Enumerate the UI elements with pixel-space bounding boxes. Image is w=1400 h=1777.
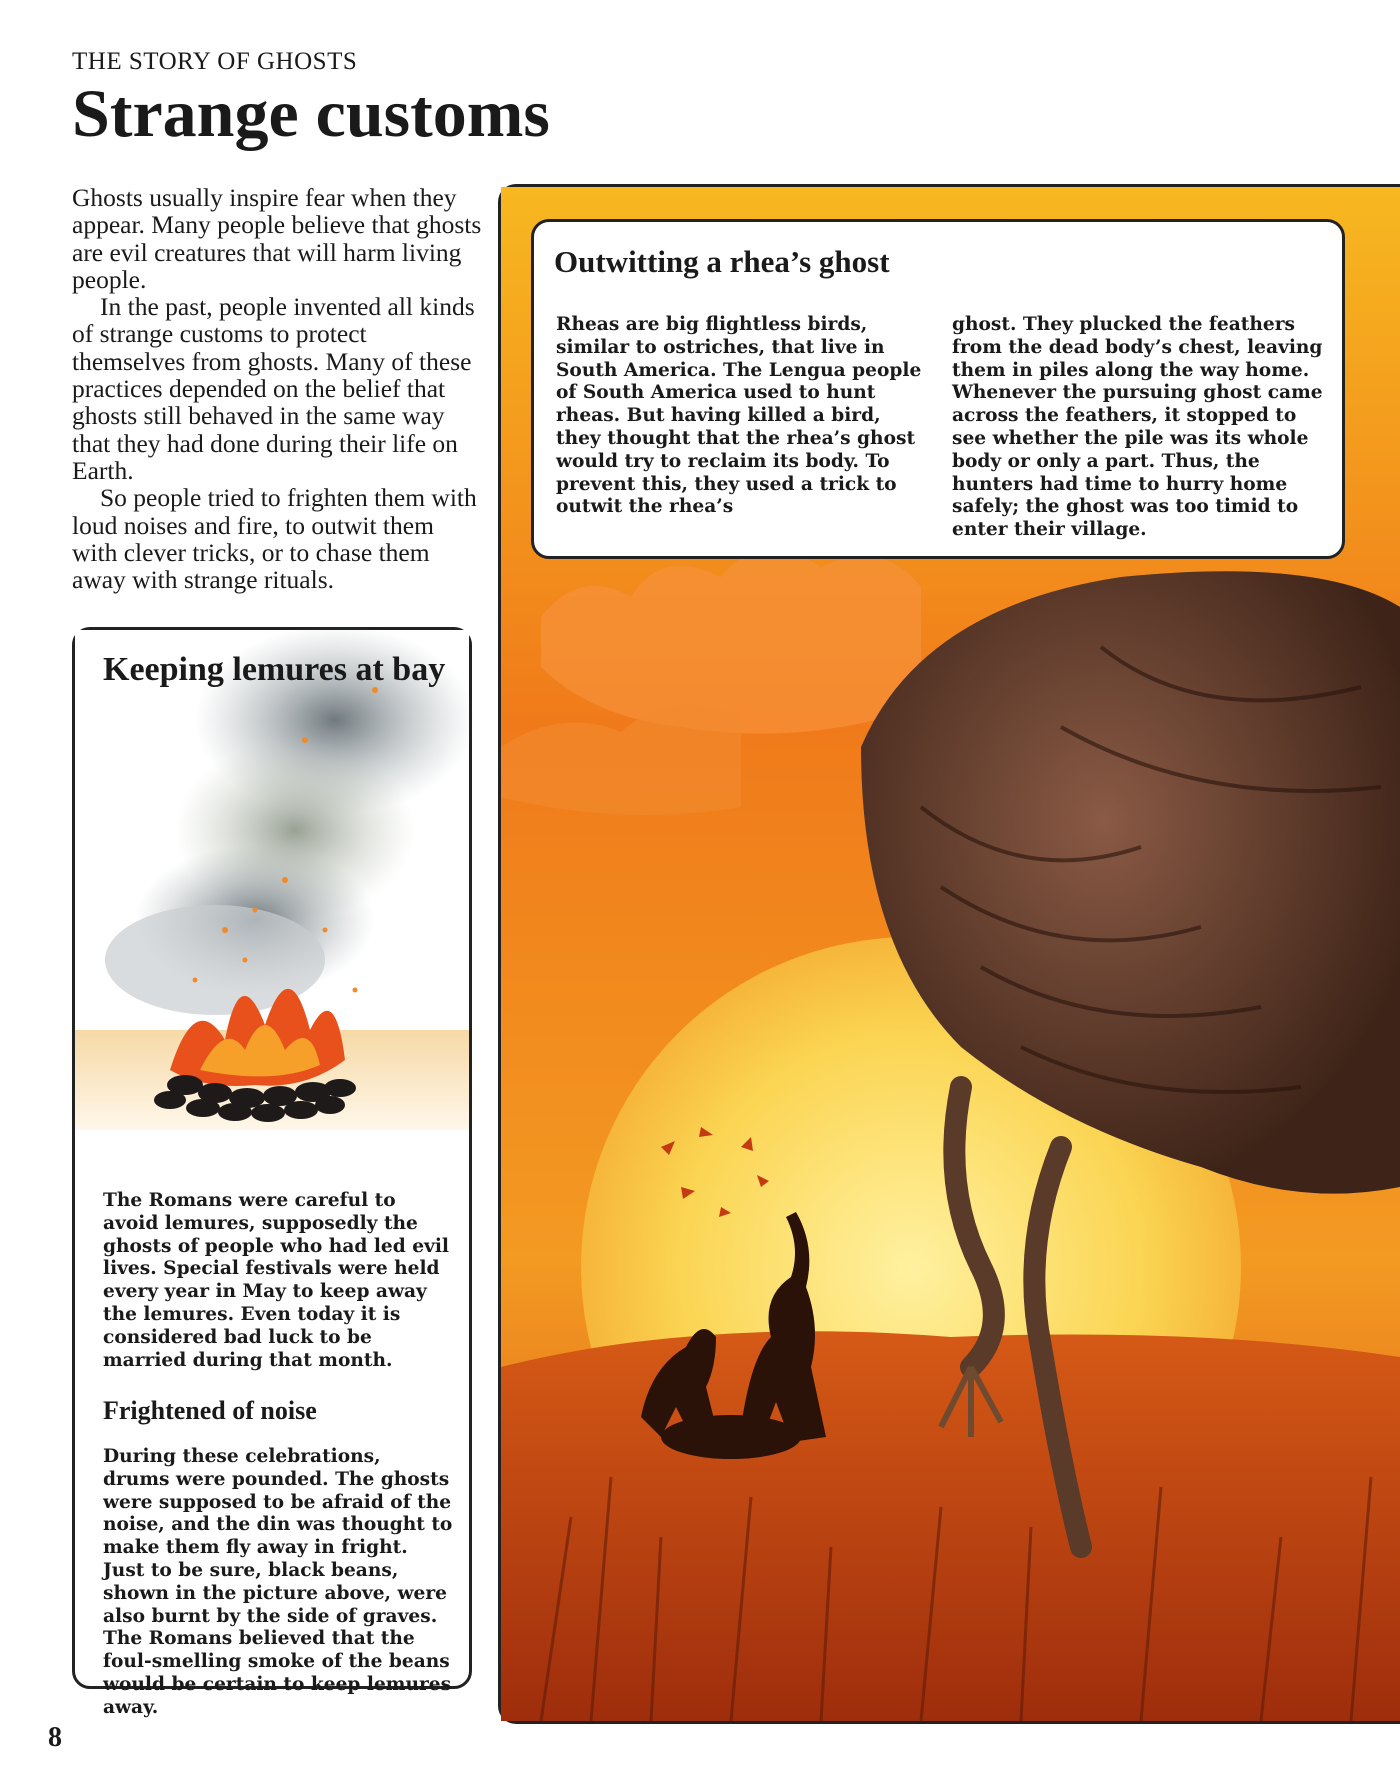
rhea-column-2: ghost. They plucked the feathers from the dead body’s chest, leaving them in piles along the way home. Whenever the pursuing ghost came across the feathers, it stopped to see whether the pile was its whole body or only a part. Thus, the hunters had time to hurry home safely; the ghost was too timid to enter their village. xyxy=(952,314,1323,541)
rhea-textbox xyxy=(531,219,1345,559)
intro-paragraph: Ghosts usually inspire fear when they appear. Many people believe that ghosts are evil creatures that will harm living people. xyxy=(72,183,482,294)
noise-subheading: Frightened of noise xyxy=(103,1396,317,1425)
noise-body: During these celebrations, drums were pounded. The ghosts were supposed to be afraid of the noise, and the din was thought to make them fly away in fright. Just to be sure, black beans, shown in the picture above, were also burnt by the side of graves. The Romans believed that the foul-smelling smoke of the beans would be certain to keep lemures away. xyxy=(103,1446,453,1718)
rhea-heading: Outwitting a rhea’s ghost xyxy=(554,244,890,279)
rhea-panel xyxy=(498,184,1400,1724)
fire-illustration xyxy=(75,630,469,1170)
intro-paragraph: So people tried to frighten them with loud noises and fire, to outwit them with clever tricks, or to chase them away with strange rituals. xyxy=(72,483,477,595)
section-kicker: THE STORY OF GHOSTS xyxy=(72,48,358,75)
lemures-heading: Keeping lemures at bay xyxy=(103,651,446,688)
lemures-body: The Romans were careful to avoid lemures, supposedly the ghosts of people who had led evil lives. Special festivals were held every year in May to keep away the lemures. Even today it is considered bad luck to be married during that month. xyxy=(103,1190,449,1371)
page-number: 8 xyxy=(48,1722,62,1753)
intro-paragraph: In the past, people invented all kinds of strange customs to protect themselves from ghosts. Many of these practices depended on the belief that ghosts still behaved in the same way that they had done during their life on Earth. xyxy=(72,292,475,485)
intro-text xyxy=(72,184,482,593)
page-title: Strange customs xyxy=(72,75,550,151)
lemures-box xyxy=(72,627,472,1718)
rhea-column-1: Rheas are big flightless birds, similar to ostriches, that live in South America. The Lengua people of South America used to hunt rheas. But having killed a bird, they thought that the rhea’s ghost would try to reclaim its body. To prevent this, they used a trick to outwit the rhea’s xyxy=(556,314,922,518)
